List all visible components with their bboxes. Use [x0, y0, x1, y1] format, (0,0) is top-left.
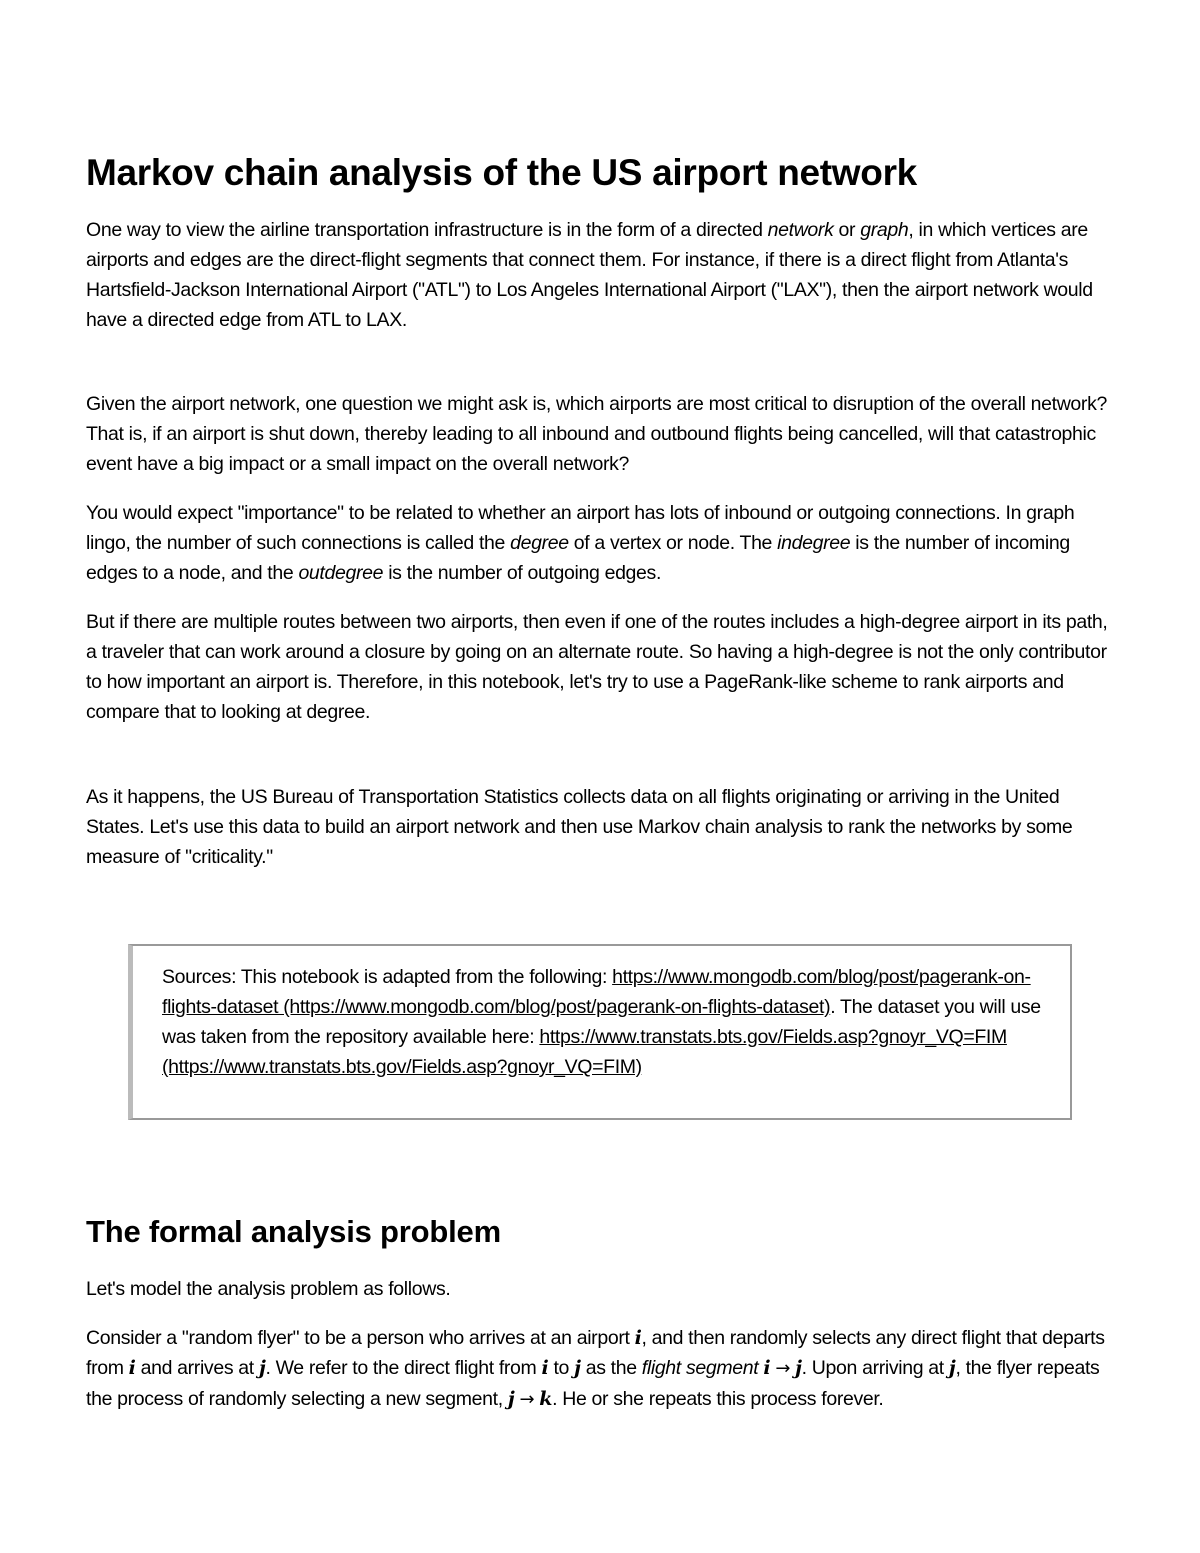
math-i: i — [541, 1357, 549, 1379]
term-flight-segment: flight segment — [641, 1357, 759, 1379]
right-arrow-icon: → — [519, 1389, 535, 1410]
sources-callout — [128, 944, 1072, 1120]
term-indegree: indegree — [777, 532, 851, 554]
intro-paragraph-1: One way to view the airline transportation infrastructure is in the form of a directed network or graph, in which vertices are airports and edges are the direct-flight segments that connect them. For instance, if there is a direct flight from Atlanta's Hartsfield-Jackson International Airport ("ATL") to Los Angeles International Airport ("LAX"), then the airport network would have a directed edge from ATL to LAX. — [86, 219, 1093, 331]
section-heading-formal-analysis: The formal analysis problem — [86, 1214, 501, 1249]
mongodb-blog-link[interactable]: https://www.mongodb.com/blog/post/pagerank-on-flights-dataset (https://www.mongodb.com/blog/post/pagerank-on-flights-dataset) — [162, 966, 1031, 1018]
term-graph: graph — [860, 219, 909, 241]
math-i: i — [128, 1357, 136, 1379]
math-j: j — [948, 1357, 956, 1379]
math-i: i — [763, 1357, 771, 1379]
math-j: j — [795, 1357, 802, 1379]
page-title: Markov chain analysis of the US airport network — [86, 152, 917, 193]
math-i: i — [634, 1327, 642, 1349]
intro-paragraph-2: Given the airport network, one question we might ask is, which airports are most critical to disruption of the overall network? That is, if an airport is shut down, thereby leading to all inbound and outbound flights being cancelled, will that catastrophic event have a big impact or a small impact on the overall network? — [86, 393, 1107, 475]
intro-paragraph-5: As it happens, the US Bureau of Transportation Statistics collects data on all flights originating or arriving in the United States. Let's use this data to build an airport network and then use Markov chain analysis to rank the networks by some measure of "criticality." — [86, 786, 1073, 868]
math-j: j — [258, 1357, 266, 1379]
term-outdegree: outdegree — [298, 562, 384, 584]
section2-paragraph-1: Let's model the analysis problem as follows. — [86, 1278, 451, 1300]
term-degree: degree — [510, 532, 569, 554]
transtats-link[interactable]: https://www.transtats.bts.gov/Fields.asp?gnoyr_VQ=FIM (https://www.transtats.bts.gov/Fields.asp?gnoyr_VQ=FIM) — [162, 1026, 1007, 1078]
intro-paragraph-4: But if there are multiple routes between two airports, then even if one of the routes includes a high-degree airport in its path, a traveler that can work around a closure by going on an alternate route. So having a high-degree is not the only contributor to how important an airport is. Therefore, in this notebook, let's try to use a PageRank-like scheme to rank airports and compare that to looking at degree. — [86, 611, 1108, 723]
math-j: j — [507, 1388, 515, 1410]
math-k: k — [539, 1388, 553, 1410]
sources-text: Sources: This notebook is adapted from the following: https://www.mongodb.com/blog/post/pagerank-on-flights-dataset (https://www.mongodb.com/blog/post/pagerank-on-flights-dataset). The dataset you will use was taken from the repository available here: https://www.transtats.bts.gov/Fields.asp?gnoyr_VQ=FIM (https://www.transtats.bts.gov/Fields.asp?gnoyr_VQ=FIM) — [162, 966, 1041, 1078]
intro-paragraph-3: You would expect "importance" to be related to whether an airport has lots of inbound or outgoing connections. In graph lingo, the number of such connections is called the degree of a vertex or node. The indegree is the number of incoming edges to a node, and the outdegree is the number of outgoing edges. — [86, 502, 1075, 584]
right-arrow-icon: → — [775, 1358, 791, 1379]
term-network: network — [767, 219, 834, 241]
section2-paragraph-2: Consider a "random flyer" to be a person who arrives at an airport i, and then randomly selects any direct flight that departs from i and arrives at j. We refer to the direct flight from i to j as the flight segment i → j. Upon arriving at j, the flyer repeats the process of randomly selecting a new segment, j → k. He or she repeats this process forever. — [86, 1327, 1105, 1410]
math-j: j — [574, 1357, 581, 1379]
